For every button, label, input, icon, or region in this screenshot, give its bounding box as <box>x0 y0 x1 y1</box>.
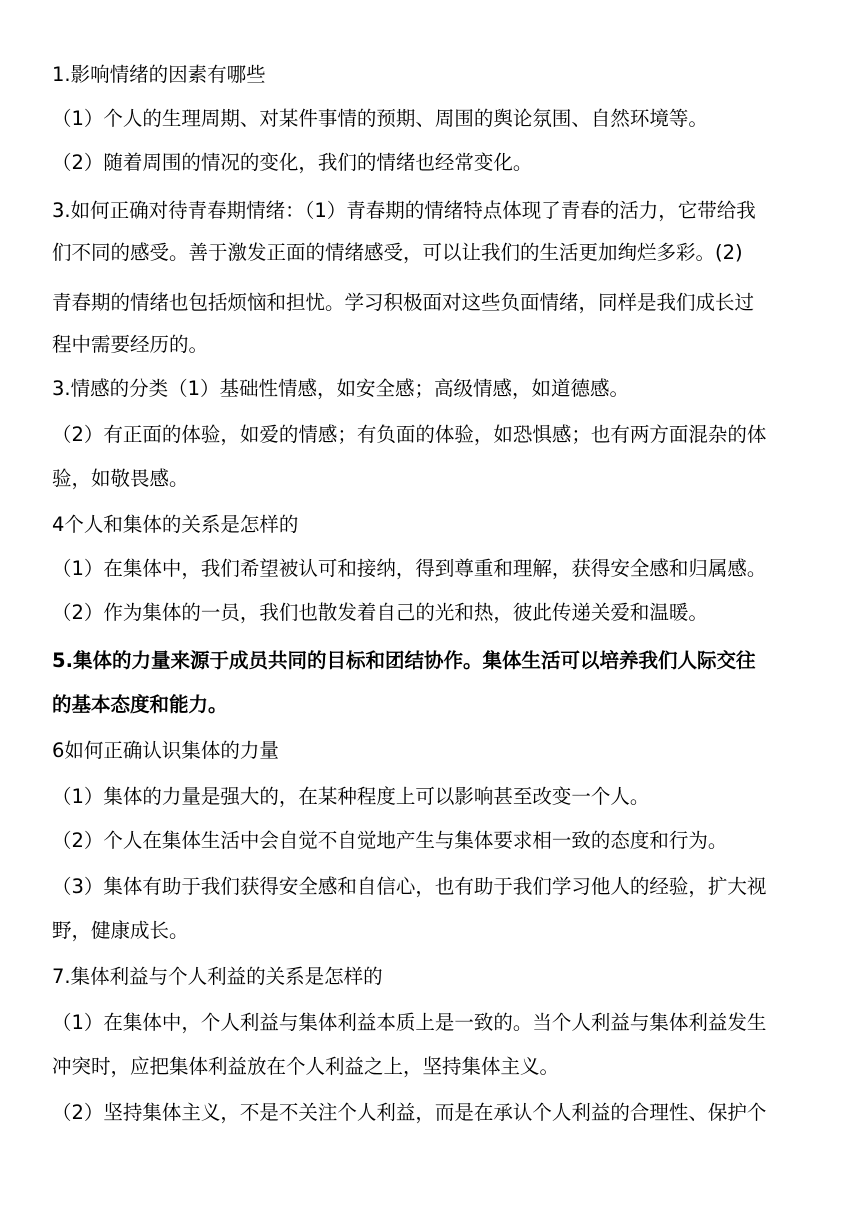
paragraph-line: （1）集体的力量是强大的，在某种程度上可以影响甚至改变一个人。 <box>52 785 650 808</box>
heading-7: 7.集体利益与个人利益的关系是怎样的 <box>52 965 383 988</box>
paragraph-line: 验，如敬畏感。 <box>52 467 189 490</box>
paragraph-line: （1）在集体中，我们希望被认可和接纳，得到尊重和理解，获得安全感和归属感。 <box>52 557 767 580</box>
paragraph-line: 冲突时，应把集体利益放在个人利益之上，坚持集体主义。 <box>52 1055 560 1078</box>
paragraph-line: 青春期的情绪也包括烦恼和担忧。学习积极面对这些负面情绪，同样是我们成长过 <box>52 291 755 314</box>
paragraph-line: （1）个人的生理周期、对某件事情的预期、周围的舆论氛围、自然环境等。 <box>52 107 708 130</box>
paragraph-line: 野，健康成长。 <box>52 919 189 942</box>
paragraph-line: （2）个人在集体生活中会自觉不自觉地产生与集体要求相一致的态度和行为。 <box>52 829 728 852</box>
heading-3b: 3.情感的分类（1）基础性情感，如安全感；高级情感，如道德感。 <box>52 377 630 400</box>
paragraph-line: （3）集体有助于我们获得安全感和自信心，也有助于我们学习他人的经验，扩大视 <box>52 875 767 898</box>
paragraph-line: （1）在集体中，个人利益与集体利益本质上是一致的。当个人利益与集体利益发生 <box>52 1011 767 1034</box>
heading-1: 1.影响情绪的因素有哪些 <box>52 63 266 86</box>
paragraph-line: （2）随着周围的情况的变化，我们的情绪也经常变化。 <box>52 151 533 174</box>
paragraph-line: （2）有正面的体验，如爱的情感；有负面的体验，如恐惧感；也有两方面混杂的体 <box>52 423 767 446</box>
heading-4: 4个人和集体的关系是怎样的 <box>52 513 299 536</box>
heading-6: 6如何正确认识集体的力量 <box>52 739 279 762</box>
paragraph-line: 程中需要经历的。 <box>52 333 209 356</box>
paragraph-line-bold: 的基本态度和能力。 <box>52 693 228 716</box>
paragraph-line: （2）坚持集体主义，不是不关注个人利益，而是在承认个人利益的合理性、保护个 <box>52 1101 767 1124</box>
heading-5-bold: 5.集体的力量来源于成员共同的目标和团结协作。集体生活可以培养我们人际交往 <box>52 649 756 672</box>
paragraph-line: 们不同的感受。善于激发正面的情绪感受，可以让我们的生活更加绚烂多彩。(2) <box>52 241 743 264</box>
paragraph-line: （2）作为集体的一员，我们也散发着自己的光和热，彼此传递关爱和温暖。 <box>52 601 708 624</box>
heading-3: 3.如何正确对待青春期情绪：（1）青春期的情绪特点体现了青春的活力，它带给我 <box>52 199 756 222</box>
